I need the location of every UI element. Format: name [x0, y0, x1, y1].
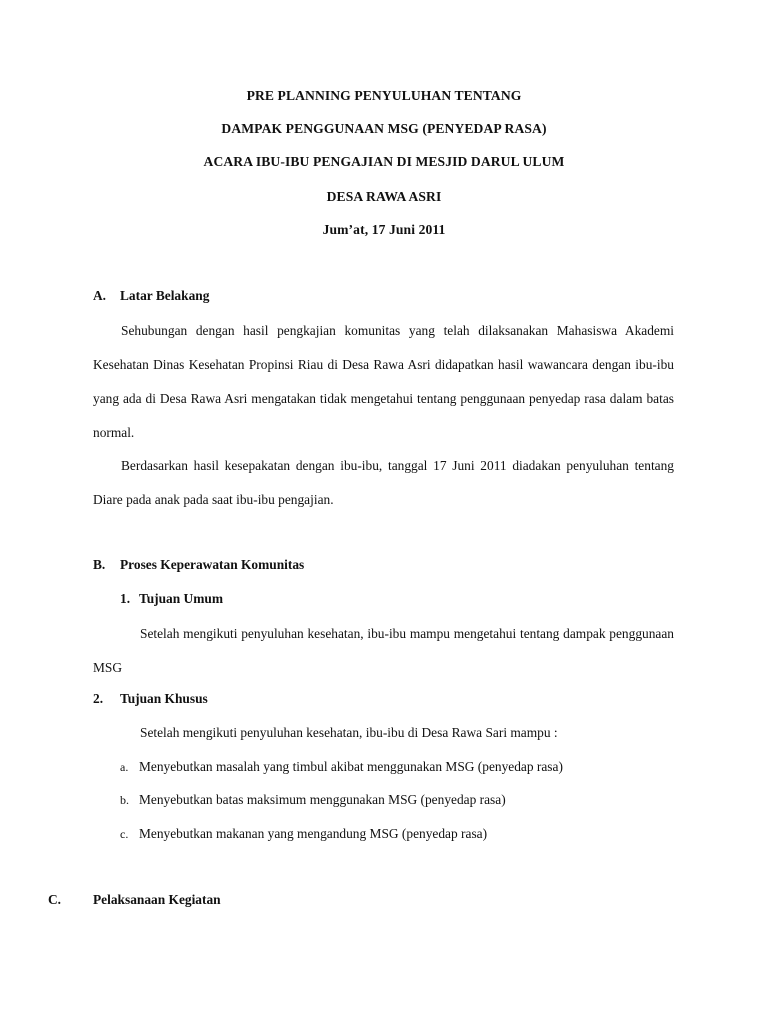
document-title-line-3: ACARA IBU-IBU PENGAJIAN DI MESJID DARUL ULUM — [203, 154, 565, 169]
section-b-sub1-marker: 1. — [120, 591, 131, 606]
section-a-paragraph-1: Sehubungan dengan hasil pengkajian komunitas yang telah dilaksanakan Mahasiswa Akademi Kesehatan Dinas Kesehatan Propinsi Riau di Desa Rawa Asri didapatkan hasil wawancara dengan ibu-ibu yang ada di Desa Rawa Asri mengatakan tidak mengetahui tentang penggunaan penyedap rasa dalam batas normal. — [93, 323, 674, 440]
section-b-sub2-title: Tujuan Khusus — [120, 691, 208, 706]
section-b-title: Proses Keperawatan Komunitas — [120, 557, 305, 572]
section-b-heading — [93, 557, 304, 573]
section-a-marker: A. — [93, 288, 107, 303]
list-item-text: Menyebutkan makanan yang mengandung MSG (penyedap rasa) — [139, 826, 488, 841]
section-b-sub2-heading — [93, 691, 208, 707]
document-title-line-1: PRE PLANNING PENYULUHAN TENTANG — [246, 88, 522, 103]
list-item-letter: a. — [120, 760, 129, 774]
section-a-heading — [93, 288, 209, 304]
list-item-text: Menyebutkan masalah yang timbul akibat menggunakan MSG (penyedap rasa) — [139, 759, 563, 774]
list-item-letter: b. — [120, 793, 129, 807]
section-a-paragraph-2: Berdasarkan hasil kesepakatan dengan ibu-ibu, tanggal 17 Juni 2011 diadakan penyuluhan tentang Diare pada anak pada saat ibu-ibu pengajian. — [93, 458, 674, 507]
section-b-sub2-marker: 2. — [93, 691, 104, 706]
section-b-sub1-heading — [120, 591, 223, 607]
document-date: Jum’at, 17 Juni 2011 — [322, 222, 446, 237]
section-b-sub1-title: Tujuan Umum — [139, 591, 223, 606]
list-item-text: Menyebutkan batas maksimum menggunakan MSG (penyedap rasa) — [139, 792, 506, 807]
section-c-heading — [48, 892, 221, 908]
list-item — [120, 759, 563, 775]
section-b-marker: B. — [93, 557, 106, 572]
section-b-sub1-text: Setelah mengikuti penyuluhan kesehatan, ibu-ibu mampu mengetahui tentang dampak penggunaan MSG — [93, 626, 674, 675]
section-a-title: Latar Belakang — [120, 288, 210, 303]
list-item-letter: c. — [120, 827, 129, 841]
list-item — [120, 792, 506, 808]
section-c-marker: C. — [48, 892, 62, 907]
document-title-line-4: DESA RAWA ASRI — [326, 189, 442, 204]
list-item — [120, 826, 487, 842]
document-title-line-2: DAMPAK PENGGUNAAN MSG (PENYEDAP RASA) — [221, 121, 547, 136]
section-b-sub2-intro: Setelah mengikuti penyuluhan kesehatan, ibu-ibu di Desa Rawa Sari mampu : — [140, 725, 558, 740]
section-c-title: Pelaksanaan Kegiatan — [93, 892, 221, 907]
